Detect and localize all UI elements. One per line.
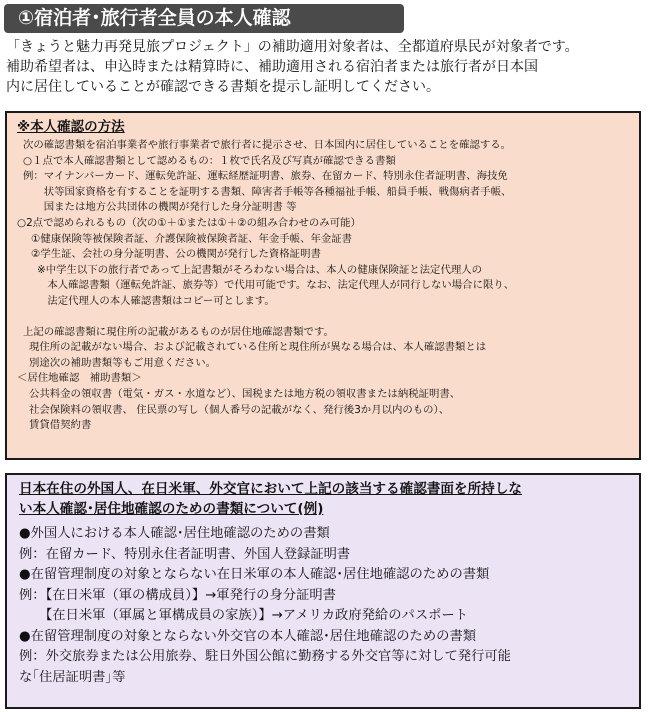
method-line: 法定代理人の本人確認書類はコピー可とします。: [37, 294, 275, 307]
residence-line: 上記の確認書類に現住所の記載があるものが居住地確認書類です。: [23, 325, 334, 338]
foreign-docs-line: ●外国人における本人確認･居住地確認のための書類: [19, 526, 330, 541]
foreign-docs-line: 例：在留カード、特別永住者証明書、外国人登録証明書: [19, 546, 351, 562]
title-line: い本人確認･居住地確認のための書類について(例): [19, 501, 324, 517]
foreign-docs-line: 【在日米軍（軍属と軍構成員の家族）】→アメリカ政府発給のパスポート: [19, 608, 469, 623]
method-line: ①健康保険等被保険者証、介護保険被保険者証、年金手帳、年金証書: [31, 232, 353, 245]
residence-line: 現住所の記載がない場合、および記載されている住所と現住所が異なる場合は、本人確認書類とは: [29, 341, 487, 354]
foreign-docs-line: な｢住居証明書｣等: [19, 669, 126, 685]
section-title: ①宿泊者･旅行者全員の本人確認: [4, 4, 404, 33]
method-line: 本人確認書類（運転免許証、旅券等）で代用可能です。なお、法定代理人が同行しない場合に限り、: [37, 279, 515, 292]
intro-line: 「きょうと魅力再発見旅プロジェクト」の補助適用対象者は、全都道府県民が対象者です。: [6, 39, 579, 55]
identity-check-method-box: [5, 111, 641, 460]
residence-line: 社会保険料の領収書、 住民票の写し（個人番号の記載がなく、発行後3か月以内のもの）、: [29, 403, 450, 416]
foreign-docs-line: 例：【在日米軍（軍の構成員）】→軍発行の身分証明書: [19, 587, 336, 603]
method-line: ※中学生以下の旅行者であって上記書類がそろわない場合は、本人の健康保険証と法定代理人の: [37, 263, 483, 276]
method-line: 状等国家資格を有することを証明する書類、障害者手帳等各種福祉手帳、船員手帳、戦傷病者手帳、: [23, 185, 512, 198]
foreign-docs-line: ●在留管理制度の対象とならない在日米軍の本人確認･居住地確認のための書類: [19, 567, 490, 582]
residence-line: 公共料金の領収書（電気・ガス・水道など）、国税または地方税の領収書または納税証明書、: [29, 387, 461, 400]
intro-text: [6, 37, 644, 97]
method-line: ○１点で本人確認書類として認めるもの：１枚で氏名及び写真が確認できる書類: [23, 154, 396, 167]
residence-line: 別途次の補助書類等もご用意ください。: [29, 356, 217, 369]
method-line: ②学生証、会社の身分証明書、公の機関が発行した資格証明書: [31, 248, 321, 261]
identity-check-method-title: ※本人確認の方法: [17, 119, 125, 135]
residence-line: 賃貸借契約書: [29, 419, 92, 432]
intro-line: 内に居住していることが確認できる書類を提示し証明してください。: [6, 79, 440, 95]
method-line: 例：マイナンバーカード、運転免許証、運転経歴証明書、旅券、在留カード、特別永住者証明書、海技免: [23, 170, 508, 183]
method-line: 国または地方公共団体の機関が発行した身分証明書 等: [23, 201, 297, 214]
method-line: ○2点で認められるもの（次の①＋①または①＋②の組み合わせのみ可能）: [17, 216, 361, 229]
foreign-docs-line: ●在留管理制度の対象とならない外交官の本人確認･居住地確認のための書類: [19, 628, 477, 644]
foreign-resident-docs-box: [5, 473, 641, 709]
foreign-docs-line: 例：外交旅券または公用旅券、駐日外国公館に勤務する外交官等に対して発行可能: [19, 649, 511, 664]
foreign-resident-docs-title: [19, 479, 631, 519]
residence-line: ＜居住地確認 補助書類＞: [17, 372, 142, 385]
method-line: 次の確認書類を宿泊事業者や旅行事業者で旅行者に提示させ、日本国内に居住していることを確認する。: [23, 139, 512, 151]
intro-line: 補助希望者は、申込時または精算時に、補助適用される宿泊者または旅行者が日本国: [6, 59, 538, 75]
title-line: 日本在住の外国人、在日米軍、外交官において上記の該当する確認書面を所持しな: [19, 481, 522, 497]
